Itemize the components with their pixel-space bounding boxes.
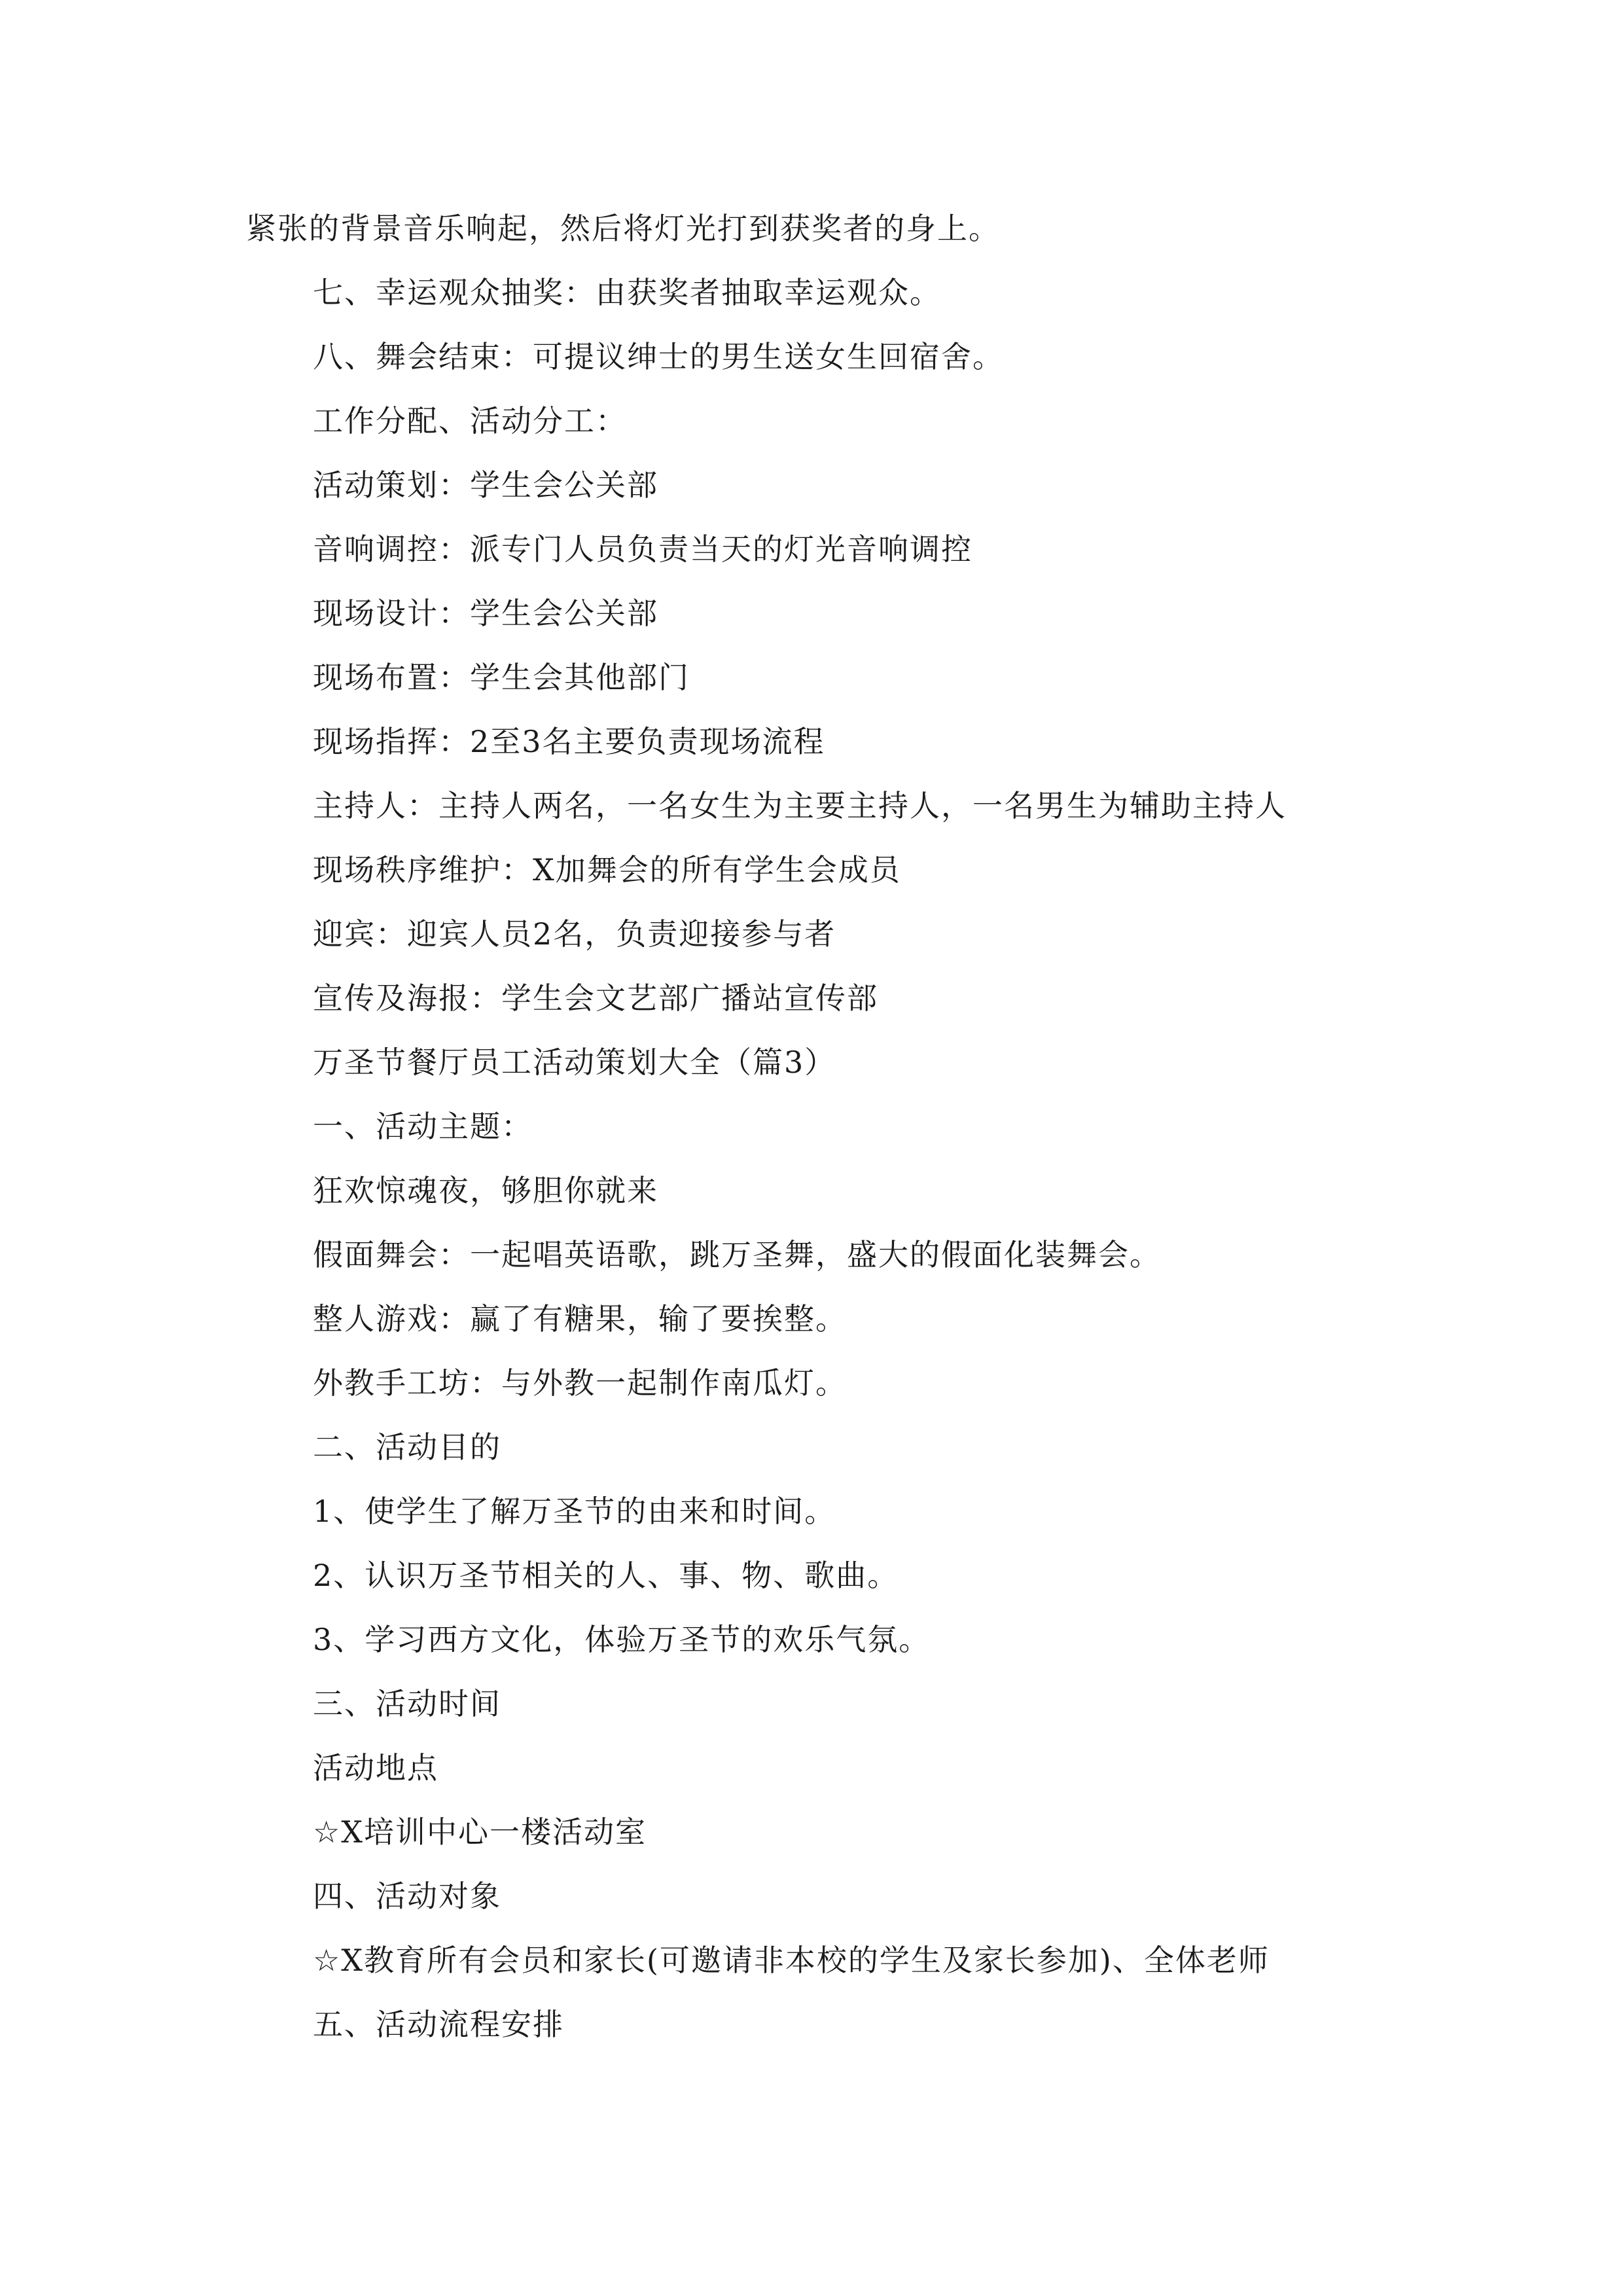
text-line: 现场布置：学生会其他部门 bbox=[313, 660, 690, 695]
text-line: 现场设计：学生会公关部 bbox=[313, 596, 658, 631]
text-line: 一、活动主题： bbox=[313, 1109, 533, 1144]
text-line: 3、学习西方文化，体验万圣节的欢乐气氛。 bbox=[313, 1622, 931, 1657]
text-line: 活动策划：学生会公关部 bbox=[313, 467, 658, 503]
text-line: 现场指挥：2至3名主要负责现场流程 bbox=[313, 724, 825, 759]
text-line: ☆X教育所有会员和家长(可邀请非本校的学生及家长参加)、全体老师 bbox=[313, 1943, 1270, 1978]
text-line: 迎宾：迎宾人员2名，负责迎接参与者 bbox=[313, 916, 836, 952]
text-line: 七、幸运观众抽奖：由获奖者抽取幸运观众。 bbox=[313, 275, 941, 310]
text-line: 活动地点 bbox=[313, 1750, 438, 1785]
text-line: 音响调控：派专门人员负责当天的灯光音响调控 bbox=[313, 531, 972, 567]
text-line: 紧张的背景音乐响起，然后将灯光打到获奖者的身上。 bbox=[246, 211, 1000, 246]
text-line: 假面舞会：一起唱英语歌，跳万圣舞，盛大的假面化装舞会。 bbox=[313, 1237, 1161, 1272]
text-line: 工作分配、活动分工： bbox=[313, 403, 627, 439]
text-line: 八、舞会结束：可提议绅士的男生送女生回宿舍。 bbox=[313, 339, 1004, 374]
text-line: 外教手工坊：与外教一起制作南瓜灯。 bbox=[313, 1365, 847, 1401]
text-line: 1、使学生了解万圣节的由来和时间。 bbox=[313, 1494, 836, 1529]
section-heading: 万圣节餐厅员工活动策划大全（篇3） bbox=[313, 1045, 836, 1080]
text-line: 主持人：主持人两名，一名女生为主要主持人，一名男生为辅助主持人 bbox=[313, 788, 1287, 823]
text-line: ☆X培训中心一楼活动室 bbox=[313, 1814, 647, 1850]
text-line: 狂欢惊魂夜，够胆你就来 bbox=[313, 1173, 658, 1208]
text-line: 五、活动流程安排 bbox=[313, 2007, 564, 2042]
text-line: 宣传及海报：学生会文艺部广播站宣传部 bbox=[313, 980, 878, 1016]
text-line: 二、活动目的 bbox=[313, 1429, 501, 1465]
text-line: 整人游戏：赢了有糖果，输了要挨整。 bbox=[313, 1301, 847, 1336]
text-line: 2、认识万圣节相关的人、事、物、歌曲。 bbox=[313, 1558, 899, 1593]
text-line: 三、活动时间 bbox=[313, 1686, 501, 1721]
text-line: 现场秩序维护：X加舞会的所有学生会成员 bbox=[313, 852, 901, 888]
text-line: 四、活动对象 bbox=[313, 1878, 501, 1914]
